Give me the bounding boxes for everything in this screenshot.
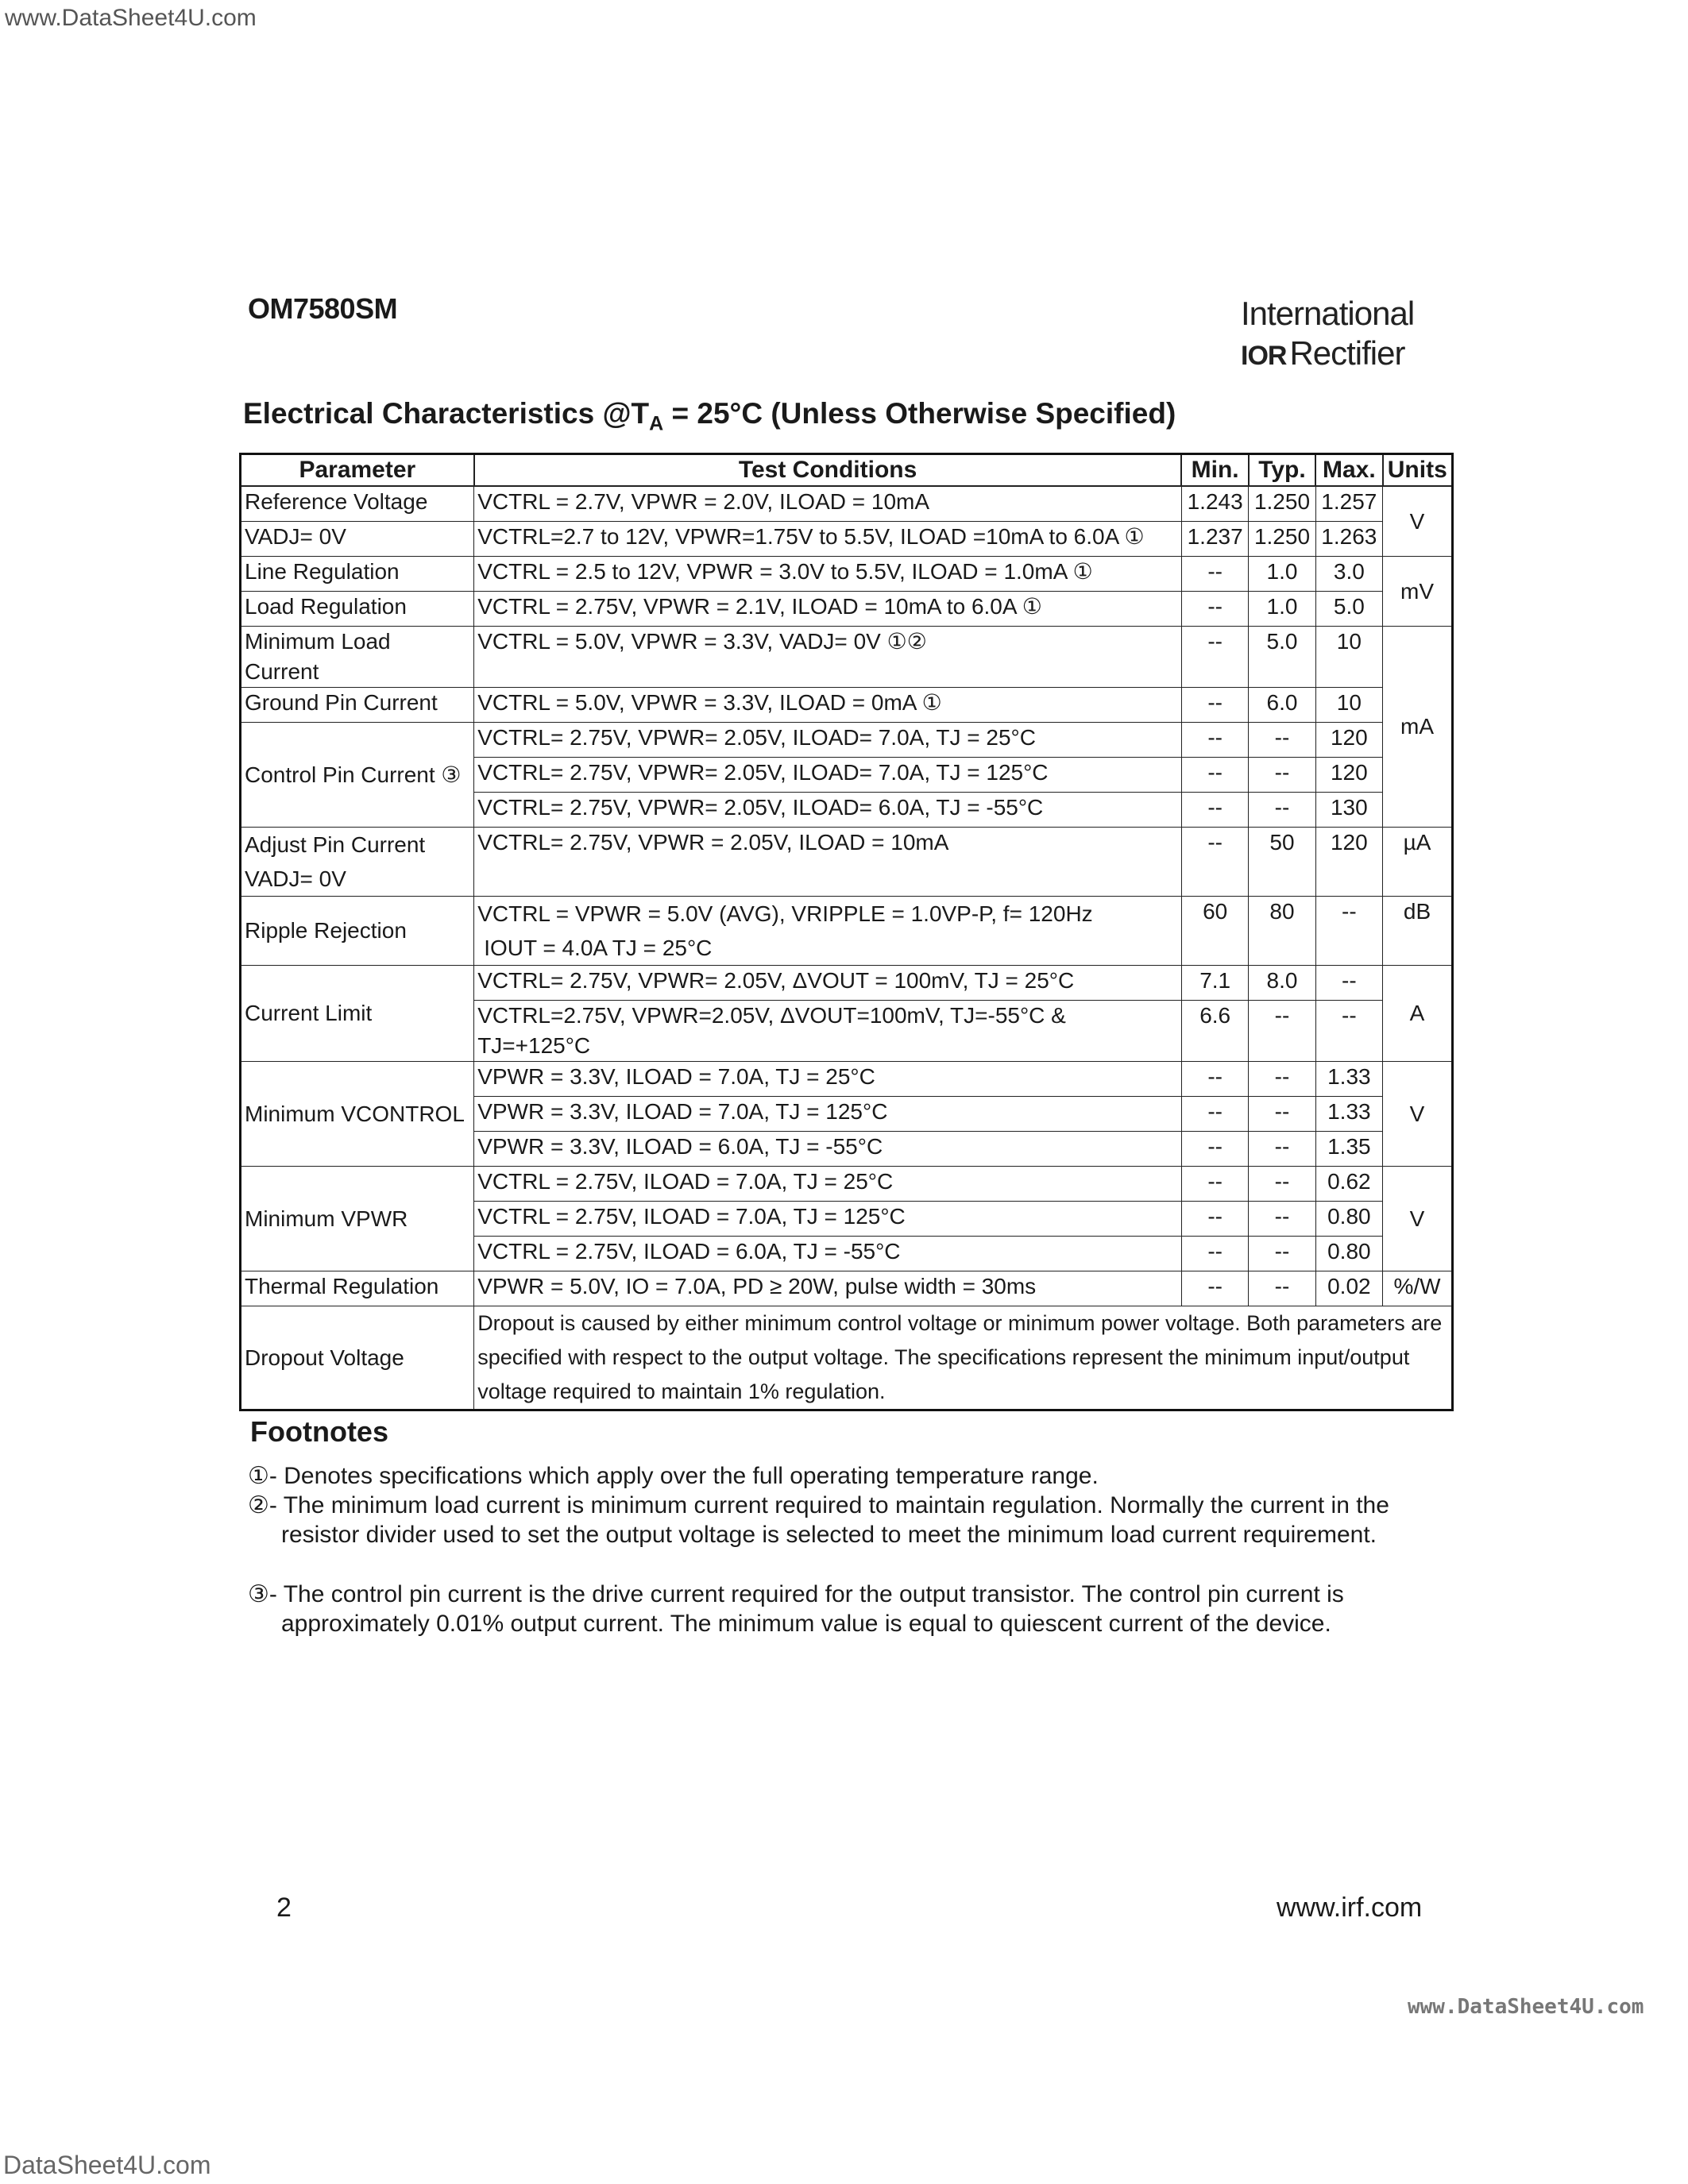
max-cell: 120	[1315, 758, 1382, 793]
page-number: 2	[276, 1893, 292, 1923]
max-cell: --	[1315, 966, 1382, 1001]
cond-cell: VPWR = 3.3V, ILOAD = 7.0A, TJ = 25°C	[474, 1062, 1182, 1097]
max-cell: --	[1315, 897, 1382, 966]
min-cell: --	[1181, 627, 1248, 688]
header-max: Max.	[1315, 454, 1382, 487]
cond-cell: VCTRL = 2.7V, VPWR = 2.0V, ILOAD = 10mA	[474, 486, 1182, 522]
typ-cell: 8.0	[1249, 966, 1315, 1001]
param-cell: Ripple Rejection	[241, 897, 474, 966]
unit-cell: mA	[1383, 627, 1453, 828]
typ-cell: --	[1249, 1202, 1315, 1237]
min-cell: 1.243	[1181, 486, 1248, 522]
max-cell: 10	[1315, 688, 1382, 723]
min-cell: --	[1181, 758, 1248, 793]
typ-cell: 5.0	[1249, 627, 1315, 688]
param-cell: Minimum VCONTROL	[241, 1062, 474, 1167]
cond-cell: VCTRL= 2.75V, VPWR= 2.05V, ILOAD= 6.0A, TJ = -55°C	[474, 793, 1182, 828]
logo-line-2	[1241, 334, 1447, 376]
param-cell: Control Pin Current ③	[241, 723, 474, 828]
param-cell: Load Regulation	[241, 592, 474, 627]
unit-cell: %/W	[1383, 1271, 1453, 1306]
param-cell: Minimum Load Current	[241, 627, 474, 688]
cond-cell: VCTRL = 2.5 to 12V, VPWR = 3.0V to 5.5V, ILOAD = 1.0mA ①	[474, 557, 1182, 592]
min-cell: --	[1181, 557, 1248, 592]
min-cell: --	[1181, 688, 1248, 723]
cond-cell: VCTRL=2.7 to 12V, VPWR=1.75V to 5.5V, ILOAD =10mA to 6.0A ①	[474, 522, 1182, 557]
param-cell: Dropout Voltage	[241, 1306, 474, 1410]
min-cell: --	[1181, 1132, 1248, 1167]
cond-cell: VCTRL = 2.75V, ILOAD = 6.0A, TJ = -55°C	[474, 1237, 1182, 1271]
watermark-top: www.DataSheet4U.com	[5, 5, 257, 31]
unit-cell: V	[1383, 1062, 1453, 1167]
min-cell: 7.1	[1181, 966, 1248, 1001]
typ-cell: --	[1249, 1167, 1315, 1202]
cond-cell: VCTRL = 5.0V, VPWR = 3.3V, ILOAD = 0mA ①	[474, 688, 1182, 723]
typ-cell: --	[1249, 1237, 1315, 1271]
typ-cell: --	[1249, 758, 1315, 793]
min-cell: --	[1181, 1237, 1248, 1271]
header-parameter: Parameter	[241, 454, 474, 487]
unit-cell: V	[1383, 1167, 1453, 1271]
param-cell: Adjust Pin Current VADJ= 0V	[241, 828, 474, 897]
table-row	[241, 627, 1453, 688]
typ-cell: --	[1249, 1132, 1315, 1167]
cond-cell: VCTRL= 2.75V, VPWR = 2.05V, ILOAD = 10mA	[474, 828, 1182, 897]
header-typ: Typ.	[1249, 454, 1315, 487]
unit-cell: A	[1383, 966, 1453, 1062]
min-cell: 1.237	[1181, 522, 1248, 557]
electrical-characteristics-table	[239, 453, 1454, 1411]
table-row	[241, 1167, 1453, 1202]
logo-rectifier: Rectifier	[1289, 334, 1405, 372]
unit-cell: mV	[1383, 557, 1453, 627]
max-cell: 1.263	[1315, 522, 1382, 557]
logo-mark: IOR	[1241, 341, 1287, 371]
footnote-text: The minimum load current is minimum current required to maintain regulation. Normally the current in the resistor divider used to set the output voltage is selected to meet the minimum load current requirement.	[281, 1492, 1389, 1548]
watermark-bottom-right: www.DataSheet4U.com	[1408, 1995, 1644, 2019]
logo-line-1: International	[1241, 295, 1415, 332]
min-cell: --	[1181, 1271, 1248, 1306]
param-cell: VADJ= 0V	[241, 522, 474, 557]
typ-cell: --	[1249, 1001, 1315, 1062]
max-cell: 1.35	[1315, 1132, 1382, 1167]
footnote-mark: ①-	[248, 1463, 277, 1489]
cond-cell: VCTRL = 2.75V, ILOAD = 7.0A, TJ = 125°C	[474, 1202, 1182, 1237]
max-cell: --	[1315, 1001, 1382, 1062]
footnote-1	[248, 1461, 1439, 1491]
min-cell: --	[1181, 592, 1248, 627]
table-header-row	[241, 454, 1453, 487]
min-cell: --	[1181, 828, 1248, 897]
table-row	[241, 592, 1453, 627]
max-cell: 0.80	[1315, 1237, 1382, 1271]
cond-cell: VCTRL = 5.0V, VPWR = 3.3V, VADJ= 0V ①②	[474, 627, 1182, 688]
table-row	[241, 723, 1453, 758]
max-cell: 1.33	[1315, 1097, 1382, 1132]
typ-cell: 1.0	[1249, 592, 1315, 627]
typ-cell: 1.250	[1249, 486, 1315, 522]
max-cell: 3.0	[1315, 557, 1382, 592]
cond-cell: VCTRL= 2.75V, VPWR= 2.05V, ΔVOUT = 100mV, TJ = 25°C	[474, 966, 1182, 1001]
table-row	[241, 486, 1453, 522]
param-cell: Reference Voltage	[241, 486, 474, 522]
footnotes-title: Footnotes	[250, 1415, 388, 1448]
param-cell: Minimum VPWR	[241, 1167, 474, 1271]
max-cell: 0.62	[1315, 1167, 1382, 1202]
part-number: OM7580SM	[248, 292, 398, 325]
cond-cell: VCTRL = 2.75V, ILOAD = 7.0A, TJ = 25°C	[474, 1167, 1182, 1202]
max-cell: 120	[1315, 828, 1382, 897]
min-cell: --	[1181, 1167, 1248, 1202]
header-test-conditions: Test Conditions	[474, 454, 1182, 487]
footnote-2	[248, 1491, 1441, 1549]
max-cell: 5.0	[1315, 592, 1382, 627]
max-cell: 0.02	[1315, 1271, 1382, 1306]
max-cell: 1.33	[1315, 1062, 1382, 1097]
typ-cell: 50	[1249, 828, 1315, 897]
cond-cell: VPWR = 5.0V, IO = 7.0A, PD ≥ 20W, pulse width = 30ms	[474, 1271, 1182, 1306]
min-cell: --	[1181, 1202, 1248, 1237]
param-cell: Thermal Regulation	[241, 1271, 474, 1306]
section-title: Electrical Characteristics $@T_A = 25^\circ C$ (Unless Otherwise Specified)	[243, 397, 1176, 435]
typ-cell: --	[1249, 793, 1315, 828]
footnote-mark: ③-	[248, 1581, 277, 1607]
footnote-3	[248, 1580, 1441, 1638]
cond-cell: VCTRL= 2.75V, VPWR= 2.05V, ILOAD= 7.0A, TJ = 125°C	[474, 758, 1182, 793]
table-row	[241, 688, 1453, 723]
table-row	[241, 897, 1453, 966]
footnote-mark: ②-	[248, 1492, 277, 1518]
max-cell: 120	[1315, 723, 1382, 758]
company-logo	[1241, 294, 1447, 376]
table-row	[241, 828, 1453, 897]
unit-cell: V	[1383, 486, 1453, 557]
unit-cell: µA	[1383, 828, 1453, 897]
typ-cell: 80	[1249, 897, 1315, 966]
cond-cell: VPWR = 3.3V, ILOAD = 6.0A, TJ = -55°C	[474, 1132, 1182, 1167]
typ-cell: 1.0	[1249, 557, 1315, 592]
min-cell: --	[1181, 793, 1248, 828]
typ-cell: 1.250	[1249, 522, 1315, 557]
min-cell: --	[1181, 1062, 1248, 1097]
max-cell: 10	[1315, 627, 1382, 688]
cond-cell: VCTRL = 2.75V, VPWR = 2.1V, ILOAD = 10mA to 6.0A ①	[474, 592, 1182, 627]
header-min: Min.	[1181, 454, 1248, 487]
footnote-text: The control pin current is the drive current required for the output transistor. The control pin current is approximately 0.01% output current. The minimum value is equal to quiescent current of the device.	[281, 1581, 1344, 1637]
cond-cell: VCTRL=2.75V, VPWR=2.05V, ΔVOUT=100mV, TJ=-55°C & TJ=+125°C	[474, 1001, 1182, 1062]
website-link[interactable]: www.irf.com	[1277, 1893, 1423, 1923]
min-cell: 6.6	[1181, 1001, 1248, 1062]
min-cell: --	[1181, 1097, 1248, 1132]
typ-cell: --	[1249, 1271, 1315, 1306]
cond-cell: VPWR = 3.3V, ILOAD = 7.0A, TJ = 125°C	[474, 1097, 1182, 1132]
watermark-bottom-left: DataSheet4U.com	[3, 2151, 211, 2179]
table-row	[241, 1306, 1453, 1410]
min-cell: 60	[1181, 897, 1248, 966]
max-cell: 0.80	[1315, 1202, 1382, 1237]
table-row	[241, 966, 1453, 1001]
param-cell: Current Limit	[241, 966, 474, 1062]
min-cell: --	[1181, 723, 1248, 758]
dropout-description: Dropout is caused by either minimum control voltage or minimum power voltage. Both parameters are specified with respect to the output voltage. The specifications represent the minimum input/output voltage required to maintain 1% regulation.	[474, 1306, 1453, 1410]
cond-cell: VCTRL= 2.75V, VPWR= 2.05V, ILOAD= 7.0A, TJ = 25°C	[474, 723, 1182, 758]
table-row	[241, 1271, 1453, 1306]
param-cell: Ground Pin Current	[241, 688, 474, 723]
max-cell: 130	[1315, 793, 1382, 828]
typ-cell: --	[1249, 1097, 1315, 1132]
table-row	[241, 557, 1453, 592]
typ-cell: 6.0	[1249, 688, 1315, 723]
max-cell: 1.257	[1315, 486, 1382, 522]
cond-cell: VCTRL = VPWR = 5.0V (AVG), VRIPPLE = 1.0VP-P, f= 120Hz IOUT = 4.0A TJ = 25°C	[474, 897, 1182, 966]
header-units: Units	[1383, 454, 1453, 487]
table-row	[241, 1062, 1453, 1097]
footnote-text: Denotes specifications which apply over the full operating temperature range.	[284, 1463, 1099, 1489]
unit-cell: dB	[1383, 897, 1453, 966]
typ-cell: --	[1249, 1062, 1315, 1097]
table-row	[241, 522, 1453, 557]
param-cell: Line Regulation	[241, 557, 474, 592]
typ-cell: --	[1249, 723, 1315, 758]
